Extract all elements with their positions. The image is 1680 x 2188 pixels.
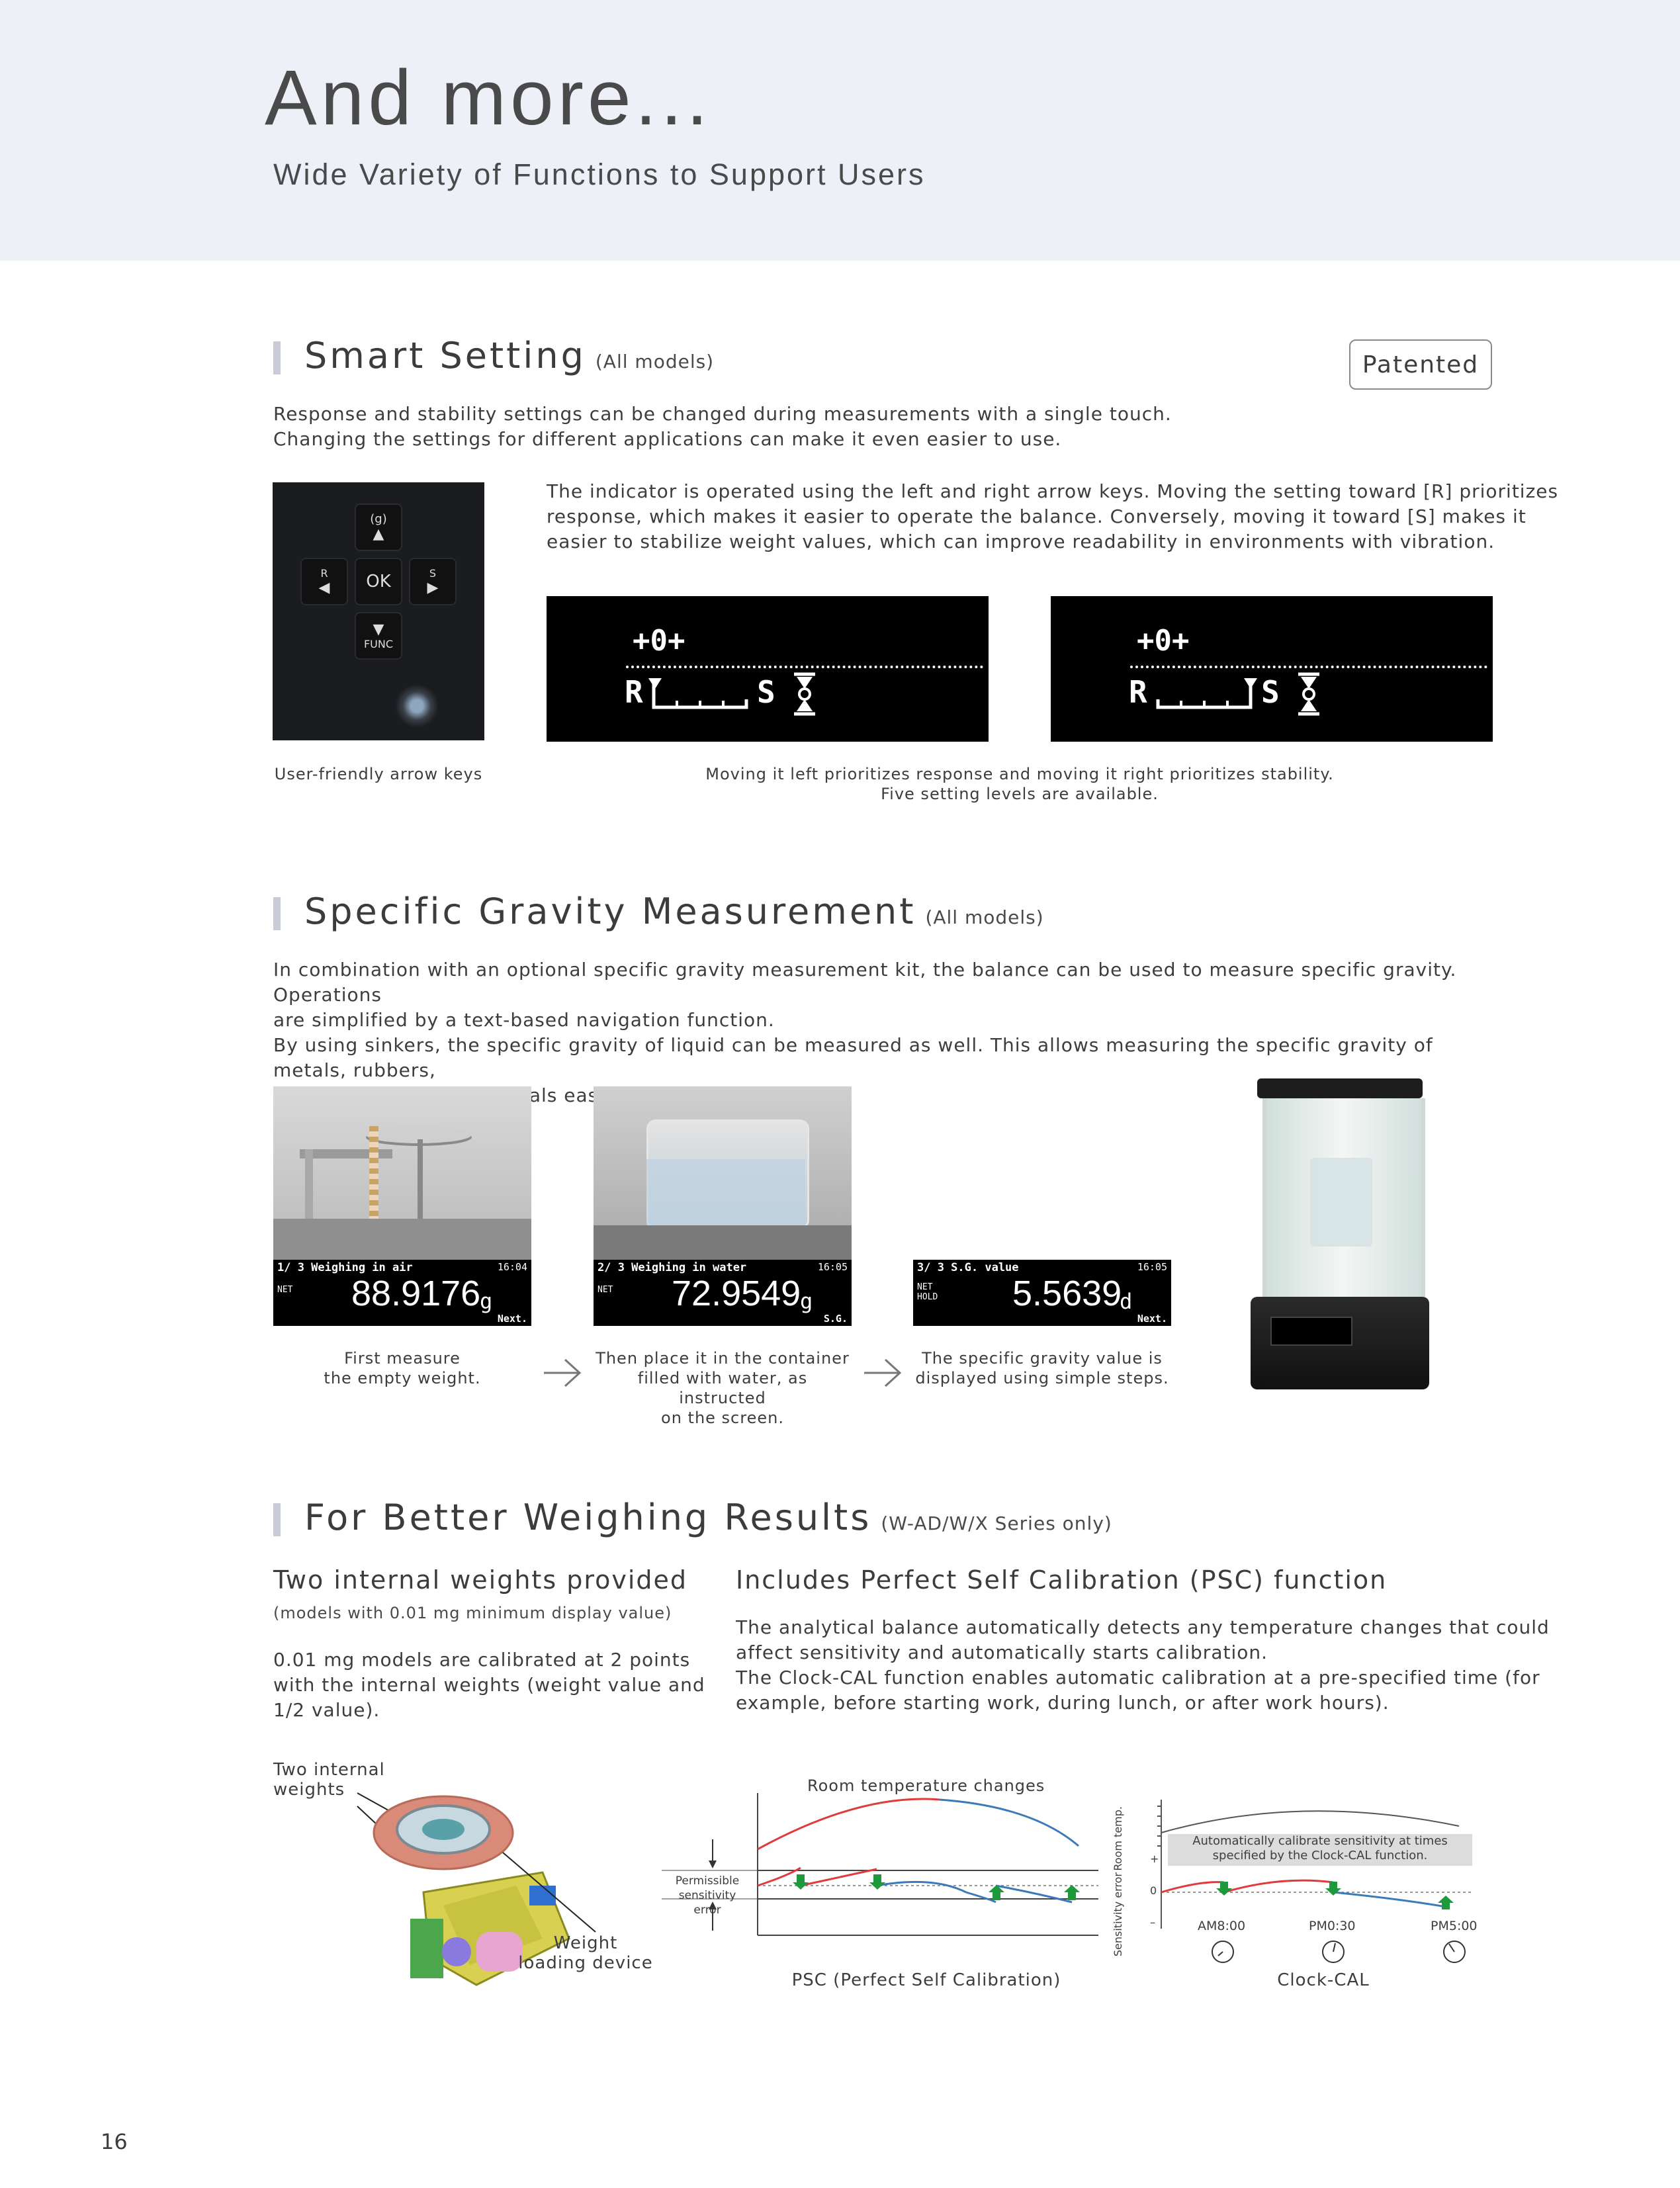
- key-ok: OK: [355, 558, 402, 605]
- caption-step-2: Then place it in the container filled with water, as instructed on the screen.: [596, 1349, 850, 1427]
- section-bar: [273, 341, 281, 374]
- display-stability: [1051, 596, 1493, 742]
- clock-axis-zero: 0: [1150, 1884, 1157, 1897]
- clock-icon: [1210, 1939, 1236, 1965]
- label-s: S: [757, 674, 775, 710]
- smart-description: The indicator is operated using the left and right arrow keys. Moving the setting toward [R] prioritizes response, which makes it easier to operate the balance. Conversely, moving it toward [S] makes it easier to stabilize weight values, which can improve readability in environments with vibration.: [547, 480, 1559, 552]
- lcd-value: 5.5639: [1012, 1274, 1122, 1313]
- clock-time-3: PM5:00: [1431, 1919, 1478, 1933]
- stability-icon: [1296, 670, 1322, 723]
- clock-icon: [1441, 1939, 1468, 1965]
- key-right: S ▶: [409, 558, 457, 605]
- caption-step-1: First measure the empty weight.: [324, 1349, 481, 1387]
- header-band: [0, 0, 1680, 261]
- arrow-right-icon: [541, 1356, 584, 1389]
- arrow-right-icon: [862, 1356, 904, 1389]
- label-s: S: [1261, 674, 1280, 710]
- zero-indicator: +0+: [633, 624, 685, 658]
- clock-cal-caption: Clock-CAL: [1277, 1970, 1370, 1990]
- balance-photo: [1244, 1078, 1436, 1396]
- label-r: R: [1129, 674, 1147, 710]
- stability-icon: [791, 670, 818, 723]
- section-note: (All models): [925, 906, 1044, 928]
- section-title-better-weighing: For Better Weighing Results (W-AD/W/X Series only): [304, 1497, 1112, 1538]
- display-response: [547, 596, 989, 742]
- clock-axis-plus: +: [1150, 1853, 1159, 1865]
- caption-arrow-keys: User-friendly arrow keys: [274, 765, 483, 783]
- lcd-value: 88.9176: [351, 1274, 481, 1313]
- section-title-specific-gravity: Specific Gravity Measurement (All models): [304, 891, 1044, 932]
- patented-badge: Patented: [1349, 339, 1492, 390]
- psc-text: The analytical balance automatically detects any temperature changes that could affect sensitivity and automatically starts calibration. The Clock-CAL function enables automatic calibration at a pre-specified time (for example, before starting work, during lunch, or after work hours).: [736, 1616, 1550, 1714]
- specific-gravity-description: In combination with an optional specific gravity measurement kit, the balance can be used to measure specific gravity. Operations are simplified by a text-based navigation function. By using sinkers, the specific gravity of liquid can be measured as well. This allows measuring the specific gravity of metals, rubbers,: [273, 959, 1457, 1081]
- heading-psc: Includes Perfect Self Calibration (PSC) function: [736, 1565, 1388, 1595]
- label-two-internal-weights: Two internal weights: [273, 1760, 385, 1800]
- photo-weighing-in-air: [273, 1086, 531, 1260]
- zero-indicator: +0+: [1137, 624, 1190, 658]
- lcd-step-3: 3/ 3 S.G. value 16:05 NET HOLD 5.5639 d Next.: [913, 1260, 1171, 1326]
- internal-weights-note: (models with 0.01 mg minimum display value): [273, 1604, 672, 1622]
- smart-intro: Response and stability settings can be changed during measurements with a single touch. Changing the settings for different applications can make it even easier to use.: [273, 403, 1172, 450]
- section-note: (W-AD/W/X Series only): [881, 1512, 1112, 1534]
- clock-time-1: AM8:00: [1198, 1919, 1246, 1933]
- key-left: R ◀: [300, 558, 348, 605]
- lcd-step-2: 2/ 3 Weighing in water 16:05 NET 72.9549 g S.G.: [594, 1260, 852, 1326]
- section-bar: [273, 1503, 281, 1536]
- caption-step-3: The specific gravity value is displayed using simple steps.: [915, 1349, 1169, 1387]
- clock-icon: [1320, 1939, 1347, 1965]
- page-subtitle: Wide Variety of Functions to Support Users: [273, 157, 926, 191]
- key-down: ▼ FUNC: [355, 612, 402, 660]
- psc-caption: PSC (Perfect Self Calibration): [791, 1970, 1061, 1990]
- key-up: (g) ▲: [355, 503, 402, 551]
- page-title: And more...: [265, 54, 712, 142]
- clock-cal-note: Automatically calibrate sensitivity at times specified by the Clock-CAL function.: [1192, 1834, 1448, 1862]
- psc-top-label: Room temperature changes: [807, 1776, 1045, 1795]
- section-note: (All models): [595, 351, 715, 372]
- clock-y-label-top: Room temp.: [1112, 1806, 1124, 1871]
- clock-axis-minus: –: [1150, 1916, 1155, 1929]
- psc-band-label: Permissible sensitivity error: [675, 1874, 740, 1917]
- clock-y-label-bottom: Sensitivity error: [1112, 1872, 1124, 1957]
- clock-time-2: PM0:30: [1309, 1919, 1356, 1933]
- heading-internal-weights: Two internal weights provided: [273, 1565, 688, 1595]
- clock-cal-chart: [1135, 1800, 1479, 1932]
- level-indicator-icon: [395, 684, 439, 728]
- label-r: R: [625, 674, 643, 710]
- page-number: 16: [101, 2129, 128, 2154]
- section-bar: [273, 897, 281, 930]
- label-weight-loading-device: Weight loading device: [518, 1933, 653, 1973]
- caption-display: Moving it left prioritizes response and moving it right prioritizes stability. Five setting levels are available.: [705, 765, 1334, 803]
- photo-weighing-in-water: [594, 1086, 852, 1260]
- lcd-step-1: 1/ 3 Weighing in air 16:04 NET 88.9176 g Next.: [273, 1260, 531, 1326]
- section-title-smart-setting: Smart Setting (All models): [304, 335, 715, 376]
- internal-weights-text: 0.01 mg models are calibrated at 2 points with the internal weights (weight value and 1/2 value).: [273, 1649, 705, 1721]
- lcd-value: 72.9549: [672, 1274, 801, 1313]
- arrow-keys-photo: [273, 482, 484, 740]
